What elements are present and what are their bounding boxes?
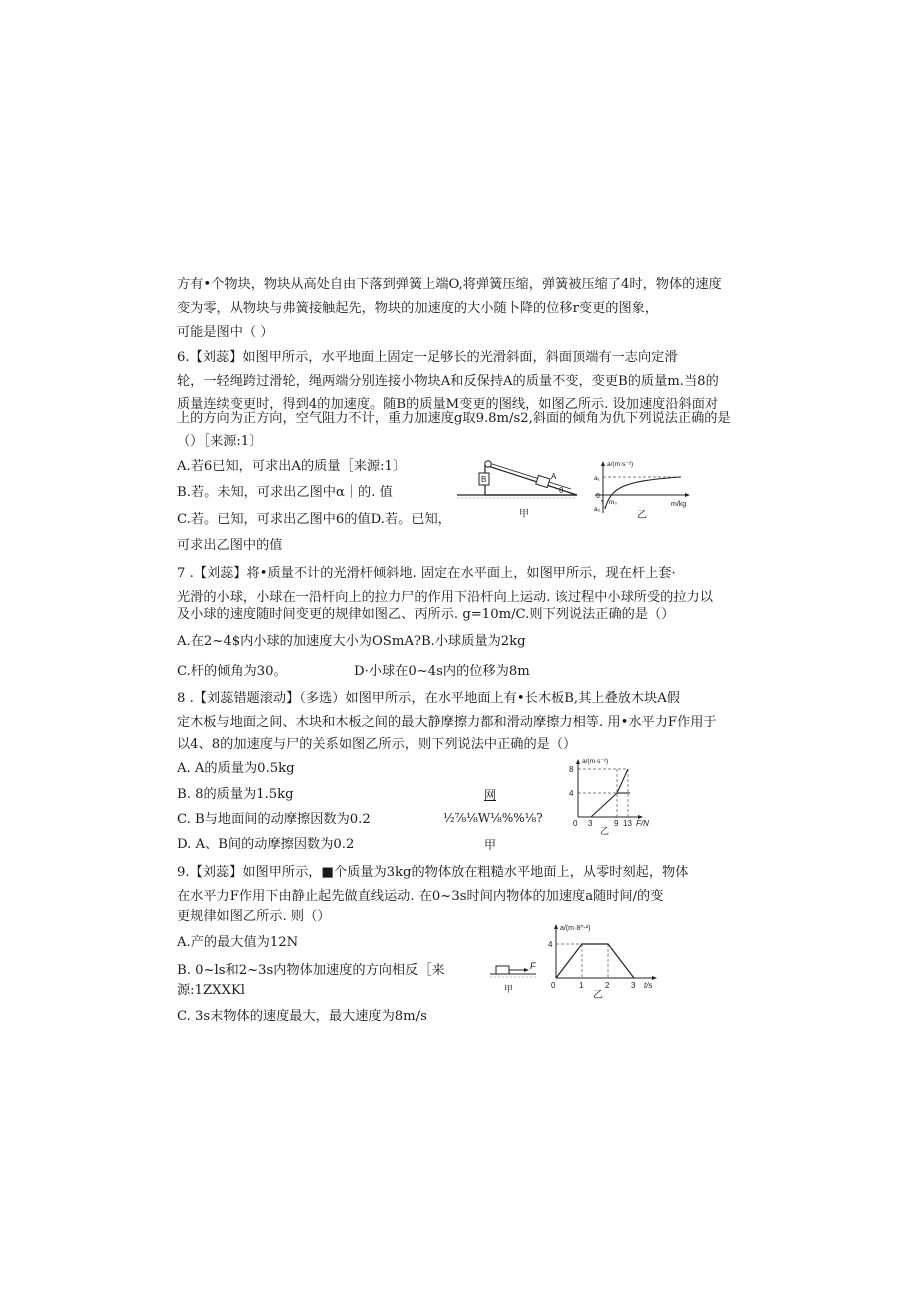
block-a	[536, 475, 550, 487]
q7-option-ab: A.在2~4$内小球的加速度大小为OSmA?B.小球质量为2kg	[177, 634, 526, 649]
q8-graph-x-tick-13: 13	[623, 819, 632, 828]
q8-option-b: B. 8的质量为1.5kg	[177, 787, 294, 802]
q8-figure-label-wang: 网	[484, 788, 497, 802]
q6-graph-a1: a₁	[594, 475, 600, 482]
block-a-label: A	[551, 472, 557, 481]
q9-force-label: F	[530, 961, 536, 971]
q8-graph-y-tick-4: 4	[569, 789, 574, 798]
q5-text-line-1: 方有•个物块，物块从高处自由下落到弹簧上端O,将弹簧压缩，弹簧被压缩了4时，物体的速度	[177, 277, 722, 292]
q8-graph-caption: 乙	[600, 826, 610, 836]
q8-graph-x-tick-3: 3	[588, 819, 593, 828]
q8-graph	[560, 755, 660, 835]
q8-stem-line-3: 以4、8的加速度与尸的关系如图乙所示，则下列说法中正确的是（）	[177, 737, 577, 752]
q9-block	[496, 966, 509, 974]
q9-stem-line-2: 在水平力F作用下由静止起先做直线运动. 在0~3s时间内物体的加速度a随时间/的变	[177, 889, 664, 904]
q8-stem-line-2: 定木板与地面之间、木块和木板之间的最大静摩擦力都和滑动摩擦力相等. 用•水平力F作用于	[177, 715, 717, 730]
q8-option-d: D. A、B间的动摩擦因数为0.2	[177, 837, 355, 852]
q9-graph-caption: 乙	[593, 990, 603, 1001]
q7-stem-line-3: 及小球的速度随时间变更的规律如图乙、丙所示. g=10m∕C.则下列说法正确的是（）	[177, 607, 675, 622]
q9-graph-x-tick-3: 3	[631, 981, 636, 990]
q6-option-cd: C.若。已知，可求出乙图中6的值D.若。已知，	[177, 512, 451, 527]
q9-graph-x-label: t/s	[644, 981, 653, 990]
q9-option-b-cont: 源:1ZXXKl	[177, 983, 246, 998]
q9-figure-svg	[488, 920, 668, 1000]
q6-option-d-cont: 可求出乙图中的值	[177, 538, 283, 553]
q6-option-b: B.若。未知，可求出乙图中α｜的. 值	[177, 485, 393, 500]
q5-text-line-2: 变为零，从物块与弗簧接触起先，物块的加速度的大小随卜降的位移r变更的图象，	[177, 301, 659, 316]
q9-stem-line-3: 更规律如图乙所示. 则（）	[177, 909, 331, 924]
q8-graph-line-3	[617, 769, 628, 793]
q6-graph-origin: 0	[596, 493, 600, 500]
q7-stem-line-2: 光滑的小球，小球在一沿杆向上的拉力尸的作用下沿杆向上运动. 该过程中小球所受的拉力以	[177, 590, 713, 605]
q6-graph-x-label: m/kg	[671, 501, 687, 508]
q9-fig-jia-caption: 甲	[504, 984, 514, 994]
q8-figure-label-jia: 甲	[484, 838, 497, 852]
q6-fig-jia-caption: 甲	[519, 509, 529, 520]
q8-graph-y-tick-8: 8	[569, 765, 574, 774]
q6-figure	[455, 455, 695, 525]
q6-stem-line-1: 6.【刘蕊】如图甲所示，水平地面上固定一足够长的光滑斜面，斜面顶端有一志向定滑	[177, 350, 678, 365]
q6-stem-line-5: （）［来源:1〕	[177, 434, 263, 449]
q8-graph-x-label: F/N	[636, 819, 649, 828]
q8-option-a: A. A的质量为0.5kg	[177, 761, 295, 776]
q9-graph-x-tick-0: 0	[551, 981, 556, 990]
q6-stem-line-4: 上的方向为正方向，空气阻力不计，重力加速度g取9.8m∕s2,斜面的倾角为仇下列说法正确的是	[177, 411, 731, 426]
q6-stem-line-3: 质量连续变更时，得到4的加速度。随B的质量M变更的图线，如图乙所示. 设加速度沿斜面对	[177, 397, 719, 412]
q6-graph-y-label: a/(m·s⁻²)	[607, 461, 634, 468]
q9-option-a: A.产的最大值为12N	[177, 935, 299, 950]
block-b-label: B	[481, 475, 487, 484]
q7-option-d: D·小球在0~4s内的位移为8m	[354, 664, 530, 679]
q9-graph-x-tick-2: 2	[605, 981, 610, 990]
q9-stem-line-1: 9.【刘蕊】如图甲所示，■个质量为3kg的物体放在粗糙水平地面上，从零时刻起，物体	[177, 865, 689, 880]
q8-graph-x-tick-9: 9	[614, 819, 619, 828]
q5-answer-line: 可能是图中（ ）	[177, 325, 274, 340]
q6-stem-line-2: 轮，一轻绳跨过滑轮，绳两端分别连接小物块A和反保持A的质量不变，变更B的质量m.当8的	[177, 374, 719, 389]
q8-stem-line-1: 8 .【刘蕊错题滚动】（多选）如图甲所示，在水平地面上有•长木板B,其上叠放木块A假	[177, 691, 680, 706]
q9-graph-y-tick: 4	[548, 940, 553, 949]
q9-option-c: C. 3s末物体的速度最大，最大速度为8m∕s	[177, 1009, 427, 1024]
theta-label: θ	[559, 486, 564, 495]
q8-figure-label-garbled: ½⅞⅛W⅛%%⅛?	[443, 811, 543, 825]
q7-option-c: C.杆的倾角为30。	[177, 664, 287, 679]
q9-option-b: B. 0~ls和2~3s内物体加速度的方向相反［来	[177, 963, 445, 978]
q8-graph-svg	[560, 755, 660, 835]
q8-graph-y-label: a/(m·s⁻²)	[582, 758, 609, 765]
q8-graph-line-1	[591, 793, 617, 817]
q6-option-a: A.若6已知，可求出A的质量［来源:1〕	[177, 459, 407, 474]
q9-figure	[488, 920, 668, 1000]
q8-graph-x-tick-0: 0	[573, 819, 578, 828]
q6-figure-svg	[455, 455, 695, 525]
q9-graph-y-label: a/(m·8^-²)	[560, 925, 591, 932]
q9-graph-trapezoid	[556, 944, 634, 978]
q6-graph-a2: a₂	[594, 506, 601, 513]
q7-stem-line-1: 7 .【刘蕊】将•质量不计的光滑杆倾斜地. 固定在水平面上，如图甲所示，现在杆上套·	[177, 566, 676, 581]
q8-option-c: C. B与地面间的动摩擦因数为0.2	[177, 812, 371, 827]
q6-fig-yi-caption: 乙	[637, 510, 647, 521]
q6-graph-m0: m₀	[609, 499, 618, 506]
q9-graph-x-tick-1: 1	[579, 981, 584, 990]
